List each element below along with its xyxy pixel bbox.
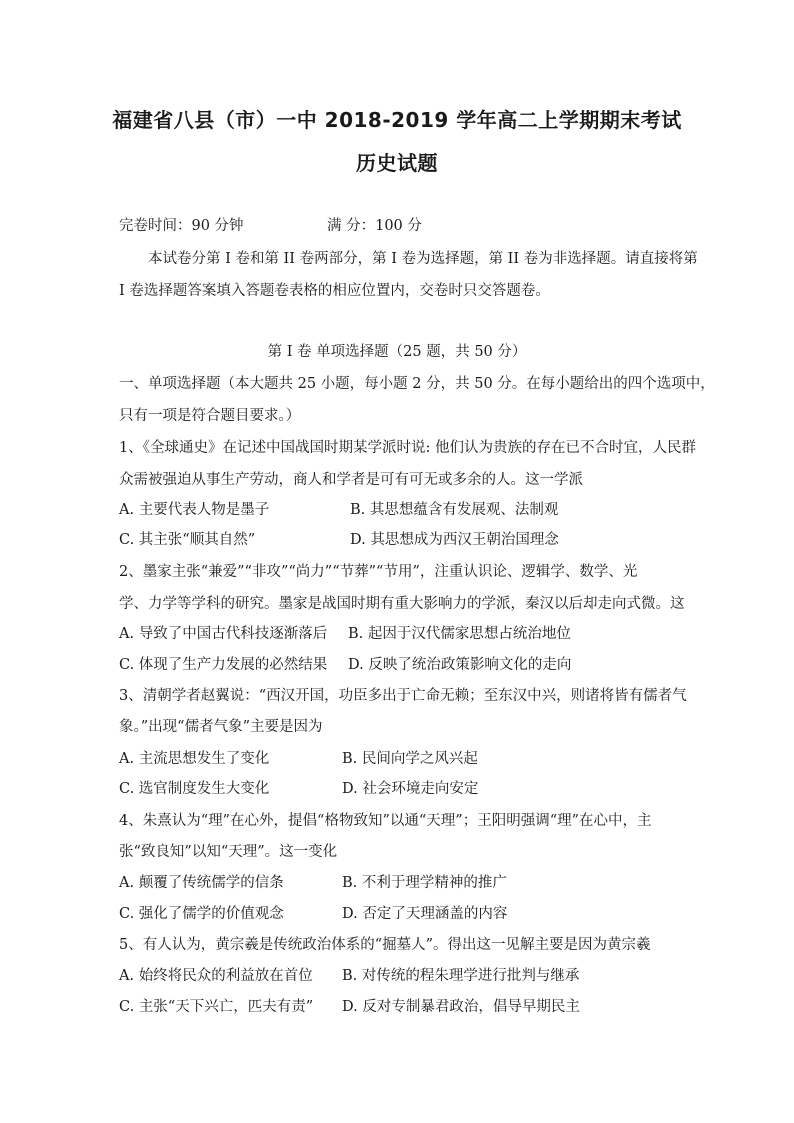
question-4-option-a: A. 颠覆了传统儒学的信条 xyxy=(119,875,284,891)
full-score: 满 分：100 分 xyxy=(327,218,422,234)
question-2-option-a: A. 导致了中国古代科技逐渐落后 xyxy=(119,626,328,642)
time-limit: 完卷时间：90 分钟 xyxy=(119,218,244,234)
question-3-option-c: C. 选官制度发生大变化 xyxy=(119,781,270,797)
question-5-option-d: D. 反对专制暴君政治，倡导早期民主 xyxy=(342,999,580,1015)
question-2-stem-2: 学、力学等学科的研究。墨家是战国时期有重大影响力的学派，秦汉以后却走向式微。这 xyxy=(119,596,685,612)
section-heading: 第 I 卷 单项选择题（25 题，共 50 分） xyxy=(267,344,527,360)
question-3-stem-1: 3、清朝学者赵翼说：“西汉开国，功臣多出于亡命无赖；至东汉中兴，则诸将皆有儒者气 xyxy=(119,688,687,704)
exam-title: 福建省八县（市）一中 2018-2019 学年高二上学期期末考试 xyxy=(112,108,682,132)
question-5-stem-1: 5、有人认为，黄宗羲是传统政治体系的“掘墓人”。得出这一见解主要是因为黄宗羲 xyxy=(119,937,651,953)
question-5-options-ab xyxy=(119,966,580,986)
question-4-stem-2: 张“致良知”以知“天理”。这一变化 xyxy=(119,844,338,860)
question-5-option-b: B. 对传统的程朱理学进行批判与继承 xyxy=(342,968,580,984)
question-4-stem-1: 4、朱熹认为“理”在心外，提倡“格物致知”以通“天理”；王阳明强调“理”在心中，主 xyxy=(119,813,652,829)
question-4-options-cd xyxy=(119,904,508,924)
question-1-options-ab xyxy=(119,500,559,520)
question-5-option-a: A. 始终将民众的利益放在首位 xyxy=(119,968,313,984)
question-1-stem-2: 众需被强迫从事生产劳动，商人和学者是可有可无或多余的人。这一学派 xyxy=(119,472,583,488)
question-3-option-d: D. 社会环境走向安定 xyxy=(342,781,479,797)
instructions-line-2: I 卷选择题答案填入答题卷表格的相应位置内，交卷时只交答题卷。 xyxy=(119,283,550,299)
question-1-stem-1: 1、《全球通史》在记述中国战国时期某学派时说: 他们认为贵族的存在已不合时宜，人民群 xyxy=(119,440,696,456)
question-2-option-c: C. 体现了生产力发展的必然结果 xyxy=(119,657,328,673)
question-3-option-b: B. 民间向学之风兴起 xyxy=(342,751,478,767)
exam-subtitle: 历史试题 xyxy=(356,151,438,175)
question-3-options-cd xyxy=(119,779,479,799)
instructions-line-1: 本试卷分第 I 卷和第 II 卷两部分，第 I 卷为选择题，第 II 卷为非选择题。请直接将第 xyxy=(148,251,698,267)
section-intro-line-2: 只有一项是符合题目要求。） xyxy=(119,408,301,424)
question-2-stem-1: 2、墨家主张“兼爱”“非攻”“尚力”“节葬”“节用”，注重认识论、逻辑学、数学、光 xyxy=(119,564,638,580)
question-3-option-a: A. 主流思想发生了变化 xyxy=(119,751,270,767)
question-1-option-c: C. 其主张“顺其自然” xyxy=(119,532,256,548)
question-3-stem-2: 象。”出现“儒者气象”主要是因为 xyxy=(119,719,323,735)
question-2-options-cd xyxy=(119,655,572,675)
question-1-option-a: A. 主要代表人物是墨子 xyxy=(119,502,270,518)
question-5-options-cd xyxy=(119,997,580,1017)
question-5-option-c: C. 主张“天下兴亡，匹夫有责” xyxy=(119,999,314,1015)
question-4-option-c: C. 强化了儒学的价值观念 xyxy=(119,906,284,922)
exam-meta xyxy=(119,216,422,236)
question-1-option-b: B. 其思想蕴含有发展观、法制观 xyxy=(350,502,559,518)
question-4-option-d: D. 否定了天理涵盖的内容 xyxy=(342,906,508,922)
question-1-option-d: D. 其思想成为西汉王朝治国理念 xyxy=(350,532,559,548)
question-2-option-b: B. 起因于汉代儒家思想占统治地位 xyxy=(348,626,571,642)
question-4-options-ab xyxy=(119,873,507,893)
question-2-option-d: D. 反映了统治政策影响文化的走向 xyxy=(348,657,572,673)
question-2-options-ab xyxy=(119,624,571,644)
section-intro-line-1: 一、单项选择题（本大题共 25 小题，每小题 2 分，共 50 分。在每小题给出的四个选项中， xyxy=(119,376,715,392)
question-4-option-b: B. 不利于理学精神的推广 xyxy=(342,875,507,891)
question-3-options-ab xyxy=(119,749,478,769)
question-1-options-cd xyxy=(119,530,559,550)
